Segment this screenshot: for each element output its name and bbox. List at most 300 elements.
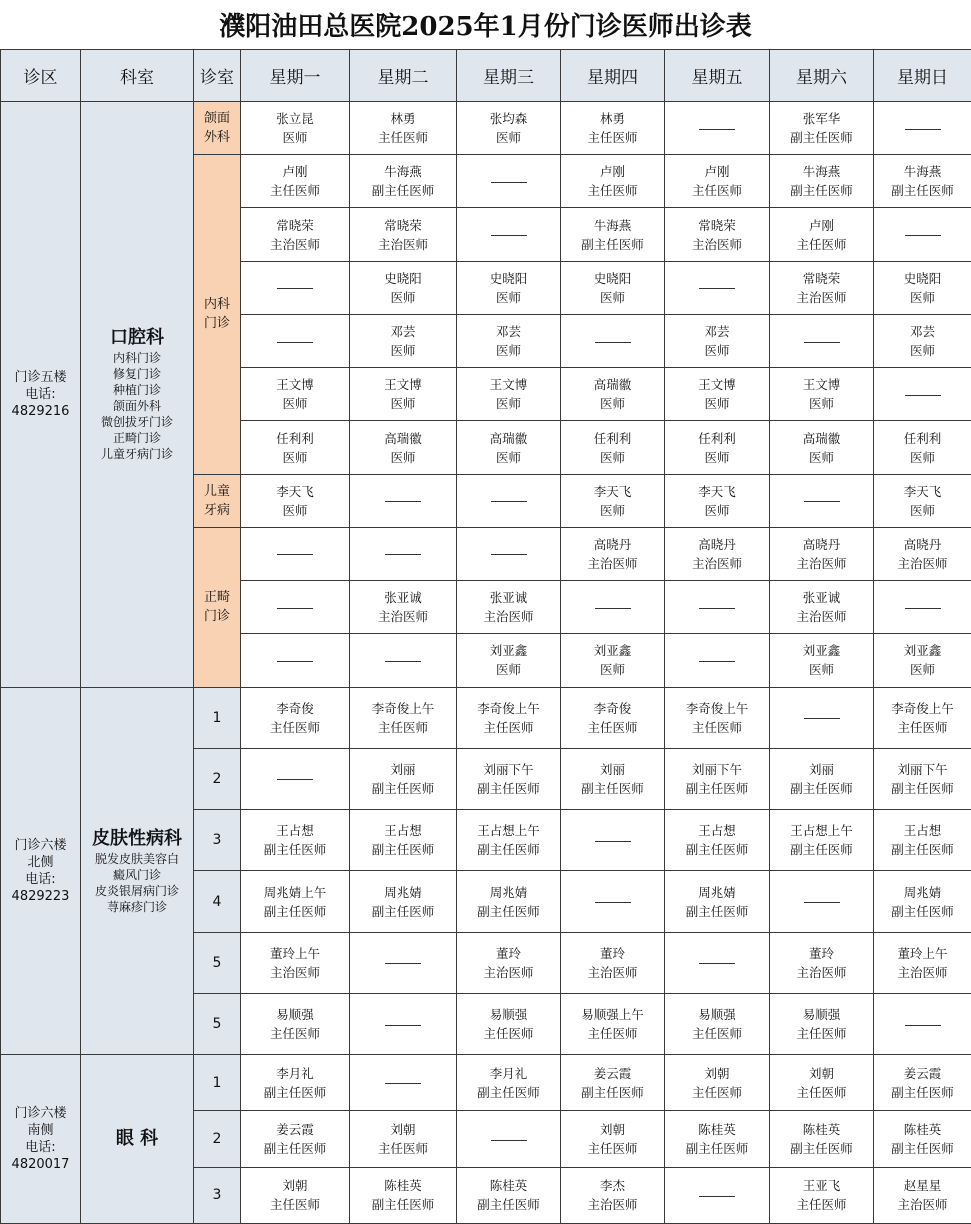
doctor-title: 主任医师 <box>377 1141 428 1157</box>
doctor-cell <box>874 474 971 527</box>
doctor-name: 王占想 <box>276 823 314 839</box>
doctor-title: 副主任医师 <box>891 1084 954 1100</box>
header-dept: 科室 <box>81 50 194 102</box>
doctor-name: 李奇俊上午 <box>685 700 749 716</box>
doctor-title: 副主任医师 <box>891 780 954 796</box>
doctor-cell <box>350 871 457 932</box>
doctor-cell <box>665 1167 770 1223</box>
dept-sub-item: 修复门诊 <box>112 367 161 382</box>
doctor-cell <box>241 634 350 687</box>
doctor-name: 史晓阳 <box>593 270 632 286</box>
doctor-cell <box>665 421 770 474</box>
doctor-name: 张立昆 <box>276 111 314 127</box>
zone-line: 4829223 <box>11 888 70 904</box>
doctor-name: 史晓阳 <box>384 270 422 286</box>
doctor-title: 主任医师 <box>691 1026 742 1042</box>
doctor-cell <box>350 155 457 208</box>
empty-dash <box>905 395 941 396</box>
doctor-title: 医师 <box>495 130 521 146</box>
doctor-cell <box>874 871 971 932</box>
doctor-name: 邓芸 <box>909 324 935 340</box>
doctor-cell <box>770 527 874 580</box>
doctor-title: 主治医师 <box>269 236 320 252</box>
empty-dash <box>699 608 735 609</box>
doctor-title: 副主任医师 <box>371 1197 435 1213</box>
doctor-title: 主治医师 <box>587 555 638 571</box>
doctor-cell <box>561 208 665 261</box>
doctor-name: 王文博 <box>276 377 314 393</box>
doctor-title: 医师 <box>909 343 935 359</box>
doctor-cell <box>665 368 770 421</box>
empty-dash <box>905 1025 941 1026</box>
doctor-cell <box>350 810 457 871</box>
room-cell <box>194 155 241 474</box>
empty-dash <box>277 288 313 289</box>
doctor-title: 主治医师 <box>897 964 948 980</box>
doctor-title: 主任医师 <box>269 1197 320 1213</box>
doctor-name: 易顺强 <box>489 1007 528 1023</box>
empty-dash <box>804 501 840 502</box>
doctor-title: 医师 <box>599 502 625 518</box>
doctor-name: 任利利 <box>593 430 632 446</box>
empty-dash <box>385 554 421 555</box>
doctor-cell <box>457 634 561 687</box>
doctor-name: 邓芸 <box>704 324 730 340</box>
doctor-cell <box>350 748 457 809</box>
doctor-name: 张军华 <box>802 111 841 127</box>
room-label: 门诊 <box>203 316 230 332</box>
doctor-name: 周兆婧 <box>903 884 942 900</box>
doctor-cell <box>561 368 665 421</box>
doctor-name: 陈桂英 <box>698 1122 736 1138</box>
zone-line: 门诊五楼 <box>14 369 67 385</box>
doctor-title: 副主任医师 <box>581 236 644 252</box>
doctor-cell <box>241 993 350 1054</box>
doctor-cell <box>561 155 665 208</box>
doctor-cell <box>457 474 561 527</box>
doctor-title: 副主任医师 <box>685 1141 749 1157</box>
doctor-cell <box>874 314 971 367</box>
zone-line: 4820017 <box>11 1157 70 1173</box>
doctor-cell <box>457 102 561 155</box>
doctor-cell <box>665 993 770 1054</box>
doctor-cell <box>874 932 971 993</box>
doctor-cell <box>241 208 350 261</box>
doctor-title: 副主任医师 <box>891 903 954 919</box>
doctor-cell <box>457 1111 561 1167</box>
doctor-name: 王文博 <box>698 377 736 393</box>
doctor-title: 副主任医师 <box>790 183 853 199</box>
doctor-name: 刘朝 <box>808 1065 834 1081</box>
doctor-name: 牛海燕 <box>903 164 942 180</box>
doctor-cell <box>350 208 457 261</box>
empty-dash <box>277 554 313 555</box>
doctor-cell <box>874 581 971 634</box>
doctor-cell <box>874 208 971 261</box>
doctor-name: 刘亚鑫 <box>903 643 942 659</box>
doctor-name: 刘丽 <box>599 761 625 777</box>
zone-line: 4829216 <box>11 403 70 419</box>
doctor-name: 李奇俊 <box>593 700 632 716</box>
doctor-title: 医师 <box>808 449 834 465</box>
doctor-name: 任利利 <box>276 430 314 446</box>
doctor-cell <box>770 748 874 809</box>
doctor-name: 易顺强 <box>802 1007 841 1023</box>
doctor-cell <box>561 527 665 580</box>
doctor-cell <box>457 810 561 871</box>
doctor-cell <box>350 993 457 1054</box>
doctor-cell <box>665 261 770 314</box>
zone-line: 门诊六楼 <box>14 1106 67 1122</box>
doctor-cell <box>241 368 350 421</box>
doctor-cell <box>457 261 561 314</box>
doctor-name: 易顺强上午 <box>581 1007 644 1023</box>
empty-dash <box>491 1140 527 1141</box>
doctor-cell <box>665 474 770 527</box>
empty-dash <box>277 608 313 609</box>
doctor-title: 医师 <box>909 502 935 518</box>
empty-dash <box>277 779 313 780</box>
room-label: 3 <box>212 1187 222 1204</box>
doctor-title: 副主任医师 <box>371 183 435 199</box>
doctor-title: 医师 <box>495 289 521 305</box>
doctor-title: 医师 <box>808 662 834 678</box>
doctor-cell <box>665 314 770 367</box>
doctor-cell <box>874 368 971 421</box>
doctor-name: 张亚诚 <box>384 590 422 606</box>
doctor-title: 医师 <box>495 343 521 359</box>
doctor-title: 主任医师 <box>796 1197 847 1213</box>
doctor-name: 刘丽下午 <box>897 761 948 777</box>
doctor-name: 周兆婧 <box>489 884 528 900</box>
doctor-name: 卢刚 <box>599 164 625 180</box>
doctor-name: 董玲 <box>599 945 625 961</box>
doctor-name: 董玲上午 <box>269 945 320 961</box>
doctor-cell <box>561 932 665 993</box>
doctor-title: 主任医师 <box>796 1084 847 1100</box>
room-label: 2 <box>212 1131 222 1148</box>
doctor-name: 张均森 <box>489 111 528 127</box>
doctor-cell <box>350 1111 457 1167</box>
doctor-cell <box>874 261 971 314</box>
doctor-name: 常晓荣 <box>802 270 841 286</box>
doctor-title: 医师 <box>909 662 935 678</box>
room-cell <box>194 993 241 1054</box>
header-sunday: 星期日 <box>874 50 971 102</box>
empty-dash <box>699 129 735 130</box>
doctor-cell <box>561 1167 665 1223</box>
doctor-name: 周兆婧 <box>698 884 736 900</box>
empty-dash <box>491 235 527 236</box>
doctor-cell <box>241 687 350 748</box>
doctor-cell <box>665 932 770 993</box>
doctor-cell <box>561 687 665 748</box>
doctor-title: 主治医师 <box>897 555 948 571</box>
doctor-cell <box>457 932 561 993</box>
empty-dash <box>491 501 527 502</box>
doctor-title: 主治医师 <box>691 236 742 252</box>
doctor-name: 姜云霞 <box>903 1065 942 1081</box>
doctor-name: 姜云霞 <box>593 1065 632 1081</box>
schedule-row <box>1 102 971 155</box>
doctor-title: 医师 <box>808 396 834 412</box>
doctor-name: 王亚飞 <box>802 1178 841 1194</box>
doctor-title: 主治医师 <box>897 1197 948 1213</box>
zone-cell <box>1 102 81 688</box>
doctor-cell <box>770 474 874 527</box>
empty-dash <box>905 608 941 609</box>
doctor-title: 主治医师 <box>796 289 847 305</box>
doctor-name: 董玲 <box>495 945 521 961</box>
doctor-cell <box>350 102 457 155</box>
room-label: 5 <box>212 954 222 971</box>
doctor-cell <box>241 581 350 634</box>
dept-sub-item: 正畸门诊 <box>112 431 161 446</box>
doctor-cell <box>457 155 561 208</box>
doctor-title: 主治医师 <box>796 609 847 625</box>
doctor-name: 李月礼 <box>276 1065 314 1081</box>
doctor-name: 陈桂英 <box>489 1178 528 1194</box>
doctor-name: 易顺强 <box>698 1007 736 1023</box>
doctor-name: 王占想 <box>384 823 422 839</box>
doctor-cell <box>561 871 665 932</box>
doctor-cell <box>874 421 971 474</box>
empty-dash <box>595 608 631 609</box>
doctor-cell <box>561 1055 665 1111</box>
doctor-title: 医师 <box>704 396 730 412</box>
room-label: 外科 <box>203 130 230 146</box>
doctor-cell <box>561 634 665 687</box>
doctor-name: 卢刚 <box>808 217 834 233</box>
doctor-name: 常晓荣 <box>698 217 736 233</box>
doctor-title: 主任医师 <box>377 130 428 146</box>
doctor-cell <box>665 208 770 261</box>
doctor-title: 医师 <box>495 449 521 465</box>
doctor-title: 主治医师 <box>269 964 320 980</box>
doctor-cell <box>241 1055 350 1111</box>
doctor-cell <box>457 687 561 748</box>
doctor-cell <box>874 1167 971 1223</box>
dept-sub-item: 颌面外科 <box>112 399 161 414</box>
doctor-name: 卢刚 <box>282 164 308 180</box>
doctor-cell <box>874 102 971 155</box>
dept-sub-item: 微创拔牙门诊 <box>100 415 173 430</box>
room-label: 颌面 <box>203 111 230 127</box>
empty-dash <box>804 342 840 343</box>
doctor-cell <box>350 581 457 634</box>
doctor-title: 医师 <box>704 502 730 518</box>
doctor-name: 陈桂英 <box>384 1178 422 1194</box>
doctor-cell <box>457 314 561 367</box>
doctor-name: 刘丽下午 <box>483 761 534 777</box>
doctor-cell <box>241 748 350 809</box>
dept-sub-item: 脱发皮肤美容白 <box>94 851 179 866</box>
zone-line: 电话: <box>25 871 56 887</box>
zone-line: 南侧 <box>27 1123 54 1139</box>
doctor-name: 林勇 <box>599 111 625 127</box>
room-cell <box>194 474 241 527</box>
dept-sub-item: 内科门诊 <box>112 351 161 366</box>
doctor-title: 主任医师 <box>269 1026 320 1042</box>
zone-line: 北侧 <box>27 854 54 870</box>
doctor-cell <box>350 314 457 367</box>
doctor-name: 李天飞 <box>276 483 314 499</box>
doctor-cell <box>665 687 770 748</box>
doctor-cell <box>561 102 665 155</box>
empty-dash <box>699 963 735 964</box>
dept-cell <box>81 102 194 688</box>
doctor-cell <box>665 1111 770 1167</box>
doctor-cell <box>241 314 350 367</box>
empty-dash <box>595 841 631 842</box>
doctor-name: 张亚诚 <box>489 590 528 606</box>
doctor-cell <box>770 993 874 1054</box>
doctor-title: 主治医师 <box>587 964 638 980</box>
empty-dash <box>699 661 735 662</box>
doctor-title: 医师 <box>909 449 935 465</box>
doctor-cell <box>350 1055 457 1111</box>
doctor-title: 副主任医师 <box>581 780 644 796</box>
doctor-title: 主任医师 <box>587 183 638 199</box>
header-monday: 星期一 <box>241 50 350 102</box>
doctor-name: 刘丽下午 <box>691 761 742 777</box>
doctor-title: 主任医师 <box>691 719 742 735</box>
doctor-title: 主任医师 <box>587 130 638 146</box>
doctor-cell <box>457 871 561 932</box>
empty-dash <box>804 718 840 719</box>
doctor-name: 王文博 <box>384 377 422 393</box>
doctor-cell <box>770 1055 874 1111</box>
doctor-name: 李天飞 <box>593 483 632 499</box>
doctor-title: 副主任医师 <box>790 1141 853 1157</box>
doctor-name: 李杰 <box>599 1178 625 1194</box>
doctor-cell <box>770 1167 874 1223</box>
doctor-cell <box>561 993 665 1054</box>
doctor-name: 董玲 <box>808 945 834 961</box>
zone-line: 门诊六楼 <box>14 837 67 853</box>
doctor-cell <box>350 368 457 421</box>
doctor-name: 史晓阳 <box>903 270 942 286</box>
doctor-cell <box>770 810 874 871</box>
doctor-cell <box>561 474 665 527</box>
doctor-name: 邓芸 <box>390 324 416 340</box>
doctor-name: 牛海燕 <box>593 217 632 233</box>
doctor-name: 张亚诚 <box>802 590 841 606</box>
doctor-name: 高晓丹 <box>698 536 736 552</box>
doctor-title: 副主任医师 <box>263 903 327 919</box>
doctor-name: 李奇俊上午 <box>891 700 954 716</box>
doctor-name: 牛海燕 <box>384 164 422 180</box>
doctor-cell <box>770 1111 874 1167</box>
doctor-title: 主任医师 <box>483 719 534 735</box>
doctor-title: 医师 <box>495 662 521 678</box>
doctor-cell <box>457 1167 561 1223</box>
doctor-name: 王占想上午 <box>477 823 540 839</box>
doctor-name: 刘朝 <box>282 1178 308 1194</box>
empty-dash <box>905 235 941 236</box>
doctor-title: 医师 <box>704 343 730 359</box>
doctor-cell <box>457 1055 561 1111</box>
empty-dash <box>385 963 421 964</box>
doctor-cell <box>350 261 457 314</box>
doctor-title: 主治医师 <box>377 236 428 252</box>
doctor-name: 牛海燕 <box>802 164 841 180</box>
doctor-cell <box>457 368 561 421</box>
dept-cell <box>81 1055 194 1224</box>
room-cell <box>194 1111 241 1167</box>
doctor-name: 高晓丹 <box>802 536 841 552</box>
doctor-cell <box>770 871 874 932</box>
doctor-name: 刘朝 <box>390 1122 416 1138</box>
doctor-name: 刘朝 <box>704 1065 730 1081</box>
dept-sub-item: 儿童牙病门诊 <box>100 447 173 462</box>
doctor-name: 周兆婧 <box>384 884 422 900</box>
doctor-cell <box>241 932 350 993</box>
doctor-name: 易顺强 <box>276 1007 314 1023</box>
doctor-cell <box>350 687 457 748</box>
doctor-cell <box>241 155 350 208</box>
empty-dash <box>804 902 840 903</box>
doctor-cell <box>874 748 971 809</box>
doctor-cell <box>241 871 350 932</box>
room-cell <box>194 810 241 871</box>
doctor-title: 副主任医师 <box>477 780 540 796</box>
room-label: 内科 <box>203 297 230 313</box>
room-label: 5 <box>212 1016 222 1033</box>
doctor-title: 医师 <box>599 662 625 678</box>
dept-sub-item: 荨麻疹门诊 <box>106 899 167 914</box>
doctor-title: 副主任医师 <box>263 1141 327 1157</box>
empty-dash <box>491 554 527 555</box>
schedule-row <box>1 1055 971 1111</box>
doctor-name: 卢刚 <box>704 164 730 180</box>
doctor-cell <box>665 1055 770 1111</box>
doctor-title: 主任医师 <box>587 1141 638 1157</box>
dept-sub-item: 癜风门诊 <box>112 867 161 882</box>
doctor-cell <box>665 102 770 155</box>
doctor-cell <box>561 421 665 474</box>
page-title: 濮阳油田总医院2025年1月份门诊医师出诊表 <box>219 12 752 42</box>
doctor-title: 副主任医师 <box>477 1084 540 1100</box>
doctor-title: 副主任医师 <box>891 842 954 858</box>
room-label: 3 <box>212 832 222 849</box>
doctor-name: 高瑞徽 <box>489 430 528 446</box>
doctor-title: 主任医师 <box>587 719 638 735</box>
room-label: 门诊 <box>203 609 230 625</box>
doctor-title: 主任医师 <box>897 719 948 735</box>
doctor-name: 常晓荣 <box>384 217 422 233</box>
doctor-cell <box>874 527 971 580</box>
doctor-cell <box>665 748 770 809</box>
doctor-title: 副主任医师 <box>685 842 749 858</box>
doctor-cell <box>241 421 350 474</box>
empty-dash <box>277 661 313 662</box>
doctor-cell <box>874 687 971 748</box>
doctor-title: 主任医师 <box>269 183 320 199</box>
schedule-table <box>0 49 971 1224</box>
room-cell <box>194 871 241 932</box>
header-thursday: 星期四 <box>561 50 665 102</box>
room-label: 1 <box>212 1074 222 1091</box>
doctor-title: 医师 <box>390 343 416 359</box>
doctor-title: 医师 <box>390 396 416 412</box>
doctor-title: 副主任医师 <box>790 780 853 796</box>
doctor-name: 刘亚鑫 <box>489 643 528 659</box>
doctor-name: 陈桂英 <box>802 1122 841 1138</box>
header-zone: 诊区 <box>1 50 81 102</box>
doctor-name: 刘亚鑫 <box>802 643 841 659</box>
doctor-name: 王文博 <box>802 377 841 393</box>
